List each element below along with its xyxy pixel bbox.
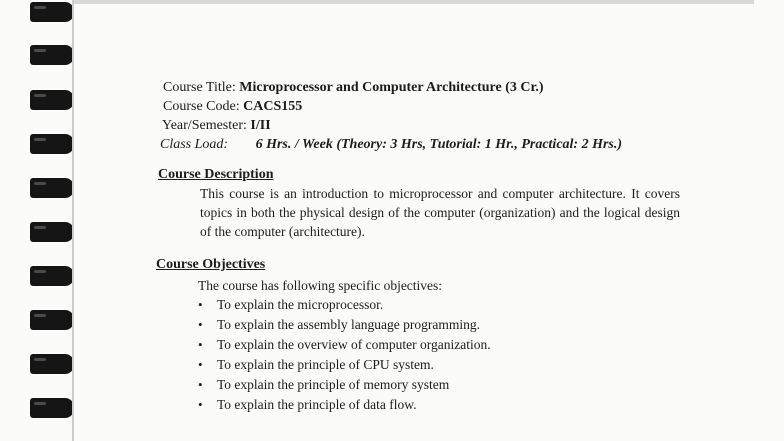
course-objectives-heading: Course Objectives: [156, 257, 266, 272]
objective-text: To explain the principle of CPU system.: [217, 357, 434, 372]
objective-item: [196, 295, 710, 315]
year-semester-label: Year/Semester:: [162, 118, 247, 133]
binding-ring: [30, 222, 74, 242]
objective-item: [196, 315, 710, 335]
course-title-label: Course Title:: [163, 80, 236, 95]
binding-ring: [30, 90, 74, 110]
class-load-label: Class Load:: [160, 137, 229, 152]
course-code-label: Course Code:: [163, 99, 240, 114]
bullet-icon: •: [198, 337, 203, 352]
binding-ring: [30, 266, 74, 286]
objective-item: [196, 395, 710, 415]
binding-ring: [30, 45, 74, 65]
class-load-value: 6 Hrs. / Week (Theory: 3 Hrs, Tutorial: 1 Hr., Practical: 2 Hrs.): [255, 137, 623, 152]
course-description-heading: Course Description: [158, 167, 274, 182]
page-top-shadow: [74, 0, 754, 4]
binding-ring: [30, 310, 74, 330]
bullet-icon: •: [198, 317, 203, 332]
course-title-value: Microprocessor and Computer Architecture (3 Cr.): [239, 80, 544, 95]
objective-item: [196, 355, 710, 375]
objective-item: [196, 335, 710, 355]
course-code-row: [163, 97, 710, 116]
course-description-text: This course is an introduction to microprocessor and computer architecture. It covers topics in both the physical design of the computer (organization) and the logical design of the computer (architecture).: [200, 186, 680, 239]
binding-ring: [30, 354, 74, 374]
course-code-value: CACS155: [243, 99, 303, 114]
bullet-icon: •: [198, 357, 203, 372]
year-semester-value: I/II: [250, 118, 271, 133]
spiral-binding: [0, 0, 80, 441]
year-semester-row: [162, 116, 710, 135]
document-content: [150, 78, 710, 415]
binding-ring: [30, 398, 74, 418]
objective-text: To explain the principle of data flow.: [217, 397, 417, 412]
bullet-icon: •: [198, 397, 203, 412]
bullet-icon: •: [198, 297, 203, 312]
objective-text: To explain the overview of computer organization.: [217, 337, 491, 352]
objectives-list: [196, 295, 710, 415]
objectives-intro: The course has following specific objectives:: [198, 278, 443, 293]
class-load-row: [160, 135, 710, 154]
page-edge: [72, 0, 74, 441]
objective-text: To explain the microprocessor.: [217, 297, 384, 312]
course-title-row: [163, 78, 710, 97]
objective-item: [196, 375, 710, 395]
objective-text: To explain the principle of memory system: [217, 377, 450, 392]
objective-text: To explain the assembly language programming.: [217, 317, 480, 332]
binding-ring: [30, 134, 74, 154]
binding-ring: [30, 178, 74, 198]
bullet-icon: •: [198, 377, 203, 392]
binding-ring: [30, 2, 74, 22]
